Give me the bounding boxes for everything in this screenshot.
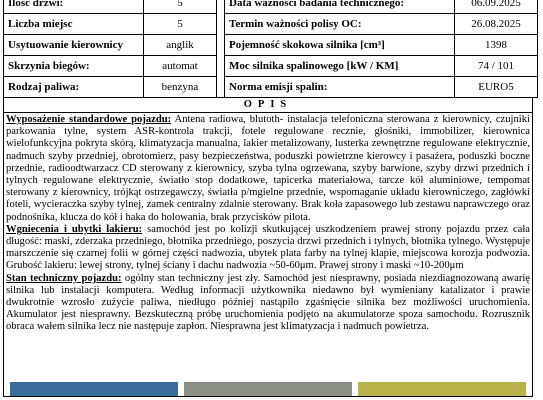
description-text: ogólny stan techniczny jest zły. Samochód jest niesprawny, posiada niezdiagnozowaną awarię silnika lub instalacji komputera. Według informacji użytkownika niedawno był wymieniany katalizator i prawie dwukrotnie wzrosło zużycie paliwa, niedługo później nastąpiło zgaśnięcie silnika bez możliwości uruchomienia. Akumulator jest niesprawny. Bezskuteczną próbę uruchomienia podjęto na akumulatorze spoza samochodu. Rozrusznik obraca wałem silnika lecz nie następuje zapłon. Niesprawna jest klimatyzacja i nadmuch powietrza. xyxy=(6,272,530,333)
spec-left-label: Liczba miejsc xyxy=(4,14,144,35)
spec-left-value: anglik xyxy=(144,35,217,56)
spec-row xyxy=(4,0,538,14)
description-paragraph xyxy=(6,273,530,334)
description-paragraph xyxy=(6,114,530,224)
spec-left-label: Rodzaj paliwa: xyxy=(4,77,144,98)
description-paragraph xyxy=(6,224,530,273)
description-box xyxy=(3,97,533,397)
spec-right-label: Norma emisji spalin: xyxy=(225,77,455,98)
description-heading: Stan techniczny pojazdu: xyxy=(6,272,122,284)
vehicle-photo-strip xyxy=(4,382,532,396)
description-text: samochód jest po kolizji skutkującej uszkodzeniem prawej strony pojazdu przez cała długość: maski, zderzaka przedniego, błotnika przedniego, poszycia drzwi przednich i tylnych, błotnika tylnego. Występuje marszczenie się czarnej folii w górnej części nadwozia, ubytek plata farby na tylnej klapie, miejscowa korozja podwozia. Grubość lakieru: lewej strony, tylnej ściany i dachu nadwozia ~50-60μm. Prawej strony i maski ~10-200μm xyxy=(6,223,530,272)
spec-right-value: 26.08.2025 xyxy=(455,14,538,35)
vehicle-photo-2 xyxy=(184,382,352,396)
vehicle-spec-table xyxy=(3,0,538,98)
spec-right-label: Pojemność skokowa silnika [cm³] xyxy=(225,35,455,56)
spec-right-value: 1398 xyxy=(455,35,538,56)
description-heading: Wyposażenie standardowe pojazdu: xyxy=(6,114,172,125)
spec-gap xyxy=(217,14,225,35)
description-text: Antena radiowa, blutoth- instalacja telefoniczna sterowana z kierownicy, czujniki parkowania tylne, system ASR-kontrola trakcji, fotele regulowane recznie, głośniki, immobilizer, kierownica wielofunkcyjna pokryta skórą, klimatyzacja manualna, lakier metalizowany, lusterka zewnętrzne regulowane elektrycznie, nadmuch szyby przedniej, obrotomierz, pasy bezpieczeństwa, poduszki powietrzne kierowcy i pasażera, poduszki boczne przednie, radioodtwarzacz CD sterowany z kierownicy, szyba tylna ogrzewana, szyby barwione, szyby drzwi przednich i tylnych regulowane elektrycznie, światło stop dodatkowe, tapicerka materiałowa, tarcze kół aluminiowe, tempomat sterowany z kierownicy, trójkąt ostrzegawczy, światła p/mgielne przednie, wspomaganie układu kierowniczego, zagłówki foteli, wycieraczka szyby tylnej, zamek centralny zdalnie sterowany. Brak koła zapasowego lub zestawu naprawczego oraz podnośnika, klucza do kół i haka do holowania, brak przycisków pilota. xyxy=(6,114,530,223)
spec-row xyxy=(4,56,538,77)
spec-left-value: automat xyxy=(144,56,217,77)
description-heading: Wgniecenia i ubytki lakieru: xyxy=(6,223,143,235)
spec-gap xyxy=(217,77,225,98)
vehicle-photo-1 xyxy=(10,382,178,396)
spec-left-value: 5 xyxy=(144,0,217,14)
spec-left-value: benzyna xyxy=(144,77,217,98)
spec-right-label: Moc silnika spalinowego [kW / KM] xyxy=(225,56,455,77)
description-sections xyxy=(6,114,530,334)
spec-right-label: Data ważności badania technicznego: xyxy=(225,0,455,14)
spec-gap xyxy=(217,35,225,56)
spec-row xyxy=(4,77,538,98)
vehicle-photo-3 xyxy=(358,382,526,396)
spec-gap xyxy=(217,56,225,77)
spec-right-value: EURO5 xyxy=(455,77,538,98)
description-title: OPIS xyxy=(4,98,532,113)
spec-right-value: 06.09.2025 xyxy=(455,0,538,14)
spec-left-label: Usytuowanie kierownicy xyxy=(4,35,144,56)
spec-row xyxy=(4,35,538,56)
spec-row xyxy=(4,14,538,35)
spec-left-label: Ilość drzwi: xyxy=(4,0,144,14)
spec-gap xyxy=(217,0,225,14)
spec-right-value: 74 / 101 xyxy=(455,56,538,77)
spec-right-label: Termin ważności polisy OC: xyxy=(225,14,455,35)
spec-left-value: 5 xyxy=(144,14,217,35)
spec-left-label: Skrzynia biegów: xyxy=(4,56,144,77)
